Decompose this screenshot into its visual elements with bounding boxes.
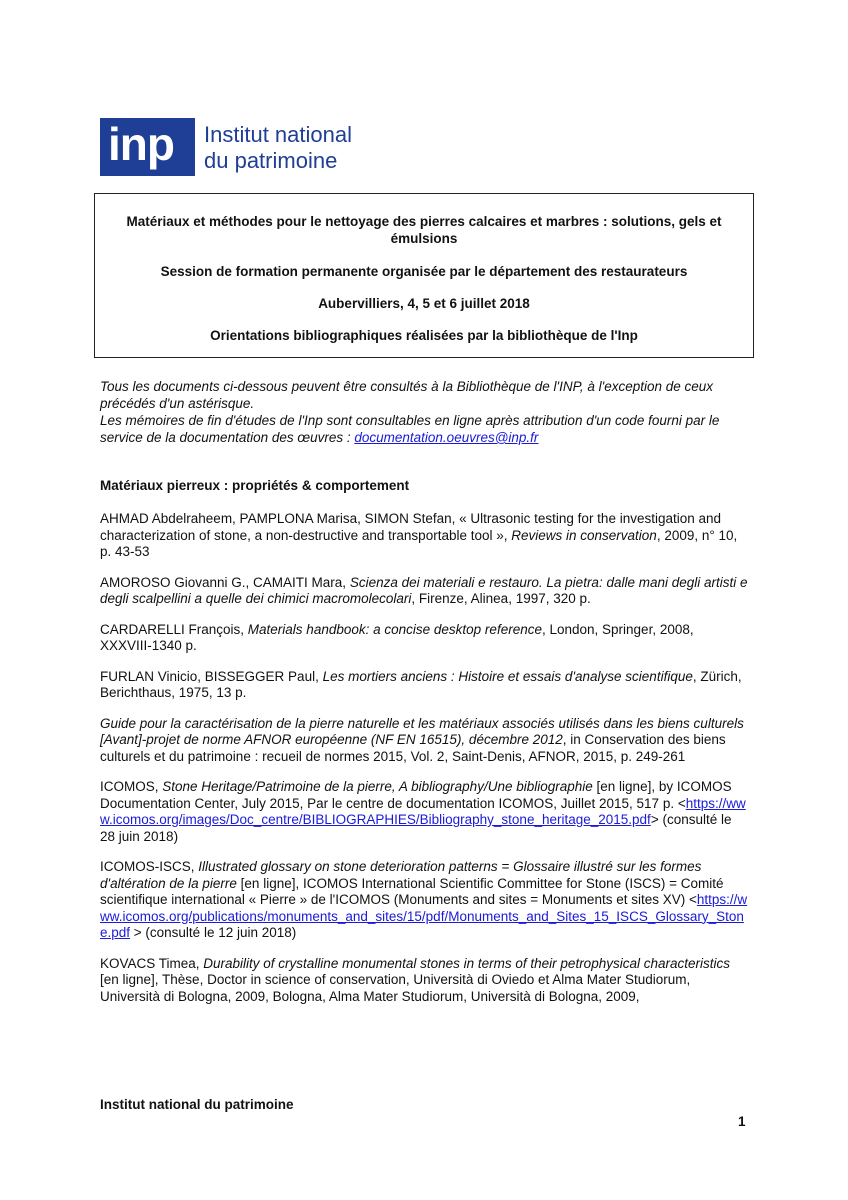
bibliography-entry xyxy=(100,779,748,845)
entry-url-link[interactable]: https://www.icomos.org/publications/monuments_and_sites/15/pdf/Monuments_and_Sites_15_ISCS_Glossary_Stone.pdf xyxy=(100,892,748,940)
bibliography-list xyxy=(100,511,748,1019)
entry-title: Guide pour la caractérisation de la pierre naturelle et les matériaux associés utilisés dans les biens culturels [Avant]-projet de norme AFNOR européenne (NF EN 16515), décembre 2012 xyxy=(100,715,744,747)
section-title: Matériaux pierreux : propriétés & comportement xyxy=(100,478,410,493)
entry-details: , 2009, n° 10, p. 43-53 xyxy=(100,527,738,559)
intro-note xyxy=(100,378,750,446)
entry-authors: ICOMOS, xyxy=(100,779,163,794)
entry-title: Durability of crystalline monumental stones in terms of their petrophysical characteristics xyxy=(203,955,730,971)
entry-authors: AMOROSO Giovanni G., CAMAITI Mara, xyxy=(100,574,350,590)
intro-line-1: Tous les documents ci-dessous peuvent être consultés à la Bibliothèque de l'INP, à l'exception de ceux précédés d'un astérisque. xyxy=(100,379,714,411)
bibliography-entry xyxy=(100,622,748,655)
footer-organization: Institut national du patrimoine xyxy=(100,1097,294,1112)
inp-logo xyxy=(100,118,400,176)
intro-line-2-text: Les mémoires de fin d'études de l'Inp sont consultables en ligne après attribution d'un code fourni par le service de la documentation des œuvres : xyxy=(100,413,720,445)
entry-title: Materials handbook: a concise desktop reference xyxy=(247,621,542,637)
bibliography-entry xyxy=(100,956,748,1006)
document-title: Matériaux et méthodes pour le nettoyage des pierres calcaires et marbres : solutions, gels et émulsions xyxy=(126,214,722,246)
entry-details: [en ligne], Thèse, Doctor in science of conservation, Università di Oviedo et Alma Mater Studiorum, Università di Bologna, 2009, Bologna, Alma Mater Studiorum, Università di Bologna, 2009, xyxy=(100,972,691,1004)
entry-consulted: > (consulté le 12 juin 2018) xyxy=(130,925,297,940)
entry-details: [en ligne], ICOMOS International Scientific Committee for Stone (ISCS) = Comité scientifique international « Pierre » de l'ICOMOS (Monuments and sites = Monuments et sites XV) < xyxy=(100,875,724,907)
page-number: 1 xyxy=(738,1114,746,1129)
contact-email-link[interactable]: documentation.oeuvres@inp.fr xyxy=(354,430,539,445)
title-box xyxy=(94,193,754,358)
entry-authors: CARDARELLI François, xyxy=(100,621,248,637)
intro-line-2 xyxy=(100,412,750,446)
entry-details: , Firenze, Alinea, 1997, 320 p. xyxy=(411,591,591,606)
entry-consulted: > (consulté le 28 juin 2018) xyxy=(100,812,732,844)
logo-line-1: Institut national xyxy=(204,122,352,147)
entry-url-link[interactable]: https://www.icomos.org/images/Doc_centre/BIBLIOGRAPHIES/Bibliography_stone_heritage_2015.pdf xyxy=(100,795,746,827)
entry-details: , in Conservation des biens culturels et du patrimoine : recueil de normes 2015, Vol. 2, Saint-Denis, AFNOR, 2015, p. 249-261 xyxy=(100,732,726,764)
entry-title: Les mortiers anciens : Histoire et essais d'analyse scientifique xyxy=(322,668,693,684)
entry-title: Reviews in conservation xyxy=(511,527,657,543)
bibliography-entry xyxy=(100,575,748,608)
entry-authors: KOVACS Timea, xyxy=(100,955,204,971)
entry-title: Scienza dei materiali e restauro. La pietra: dalle mani degli artisti e degli scalpellini a quelle dei chimici macromolecolari xyxy=(100,574,748,606)
entry-authors: AHMAD Abdelraheem, PAMPLONA Marisa, SIMON Stefan, « Ultrasonic testing for the investigation and characterization of stone, a non-destructive and transportable tool », xyxy=(100,511,722,543)
entry-authors: FURLAN Vinicio, BISSEGGER Paul, xyxy=(100,668,323,684)
place-date-line: Aubervilliers, 4, 5 et 6 juillet 2018 xyxy=(318,296,530,311)
entry-details: [en ligne], by ICOMOS Documentation Center, July 2015, Par le centre de documentation ICOMOS, Juillet 2015, 517 p. < xyxy=(100,779,732,811)
bibliography-entry xyxy=(100,511,748,561)
logo-mark: inp xyxy=(100,118,195,176)
entry-title: Illustrated glossary on stone deterioration patterns = Glossaire illustré sur les formes d'altération de la pierre xyxy=(100,859,702,891)
bibliography-entry xyxy=(100,669,748,702)
bibliography-entry xyxy=(100,716,748,766)
session-line: Session de formation permanente organisée par le département des restaurateurs xyxy=(160,264,688,279)
entry-details: , London, Springer, 2008, XXXVIII-1340 p. xyxy=(100,621,694,653)
entry-title: Stone Heritage/Patrimoine de la pierre, A bibliography/Une bibliographie xyxy=(162,779,593,794)
entry-details: , Zürich, Berichthaus, 1975, 13 p. xyxy=(100,668,742,700)
logo-line-2: du patrimoine xyxy=(204,148,338,173)
entry-authors: ICOMOS-ISCS, xyxy=(100,859,199,874)
orientations-line: Orientations bibliographiques réalisées par la bibliothèque de l'Inp xyxy=(210,328,638,343)
bibliography-entry xyxy=(100,859,748,942)
logo-wordmark xyxy=(204,122,352,174)
